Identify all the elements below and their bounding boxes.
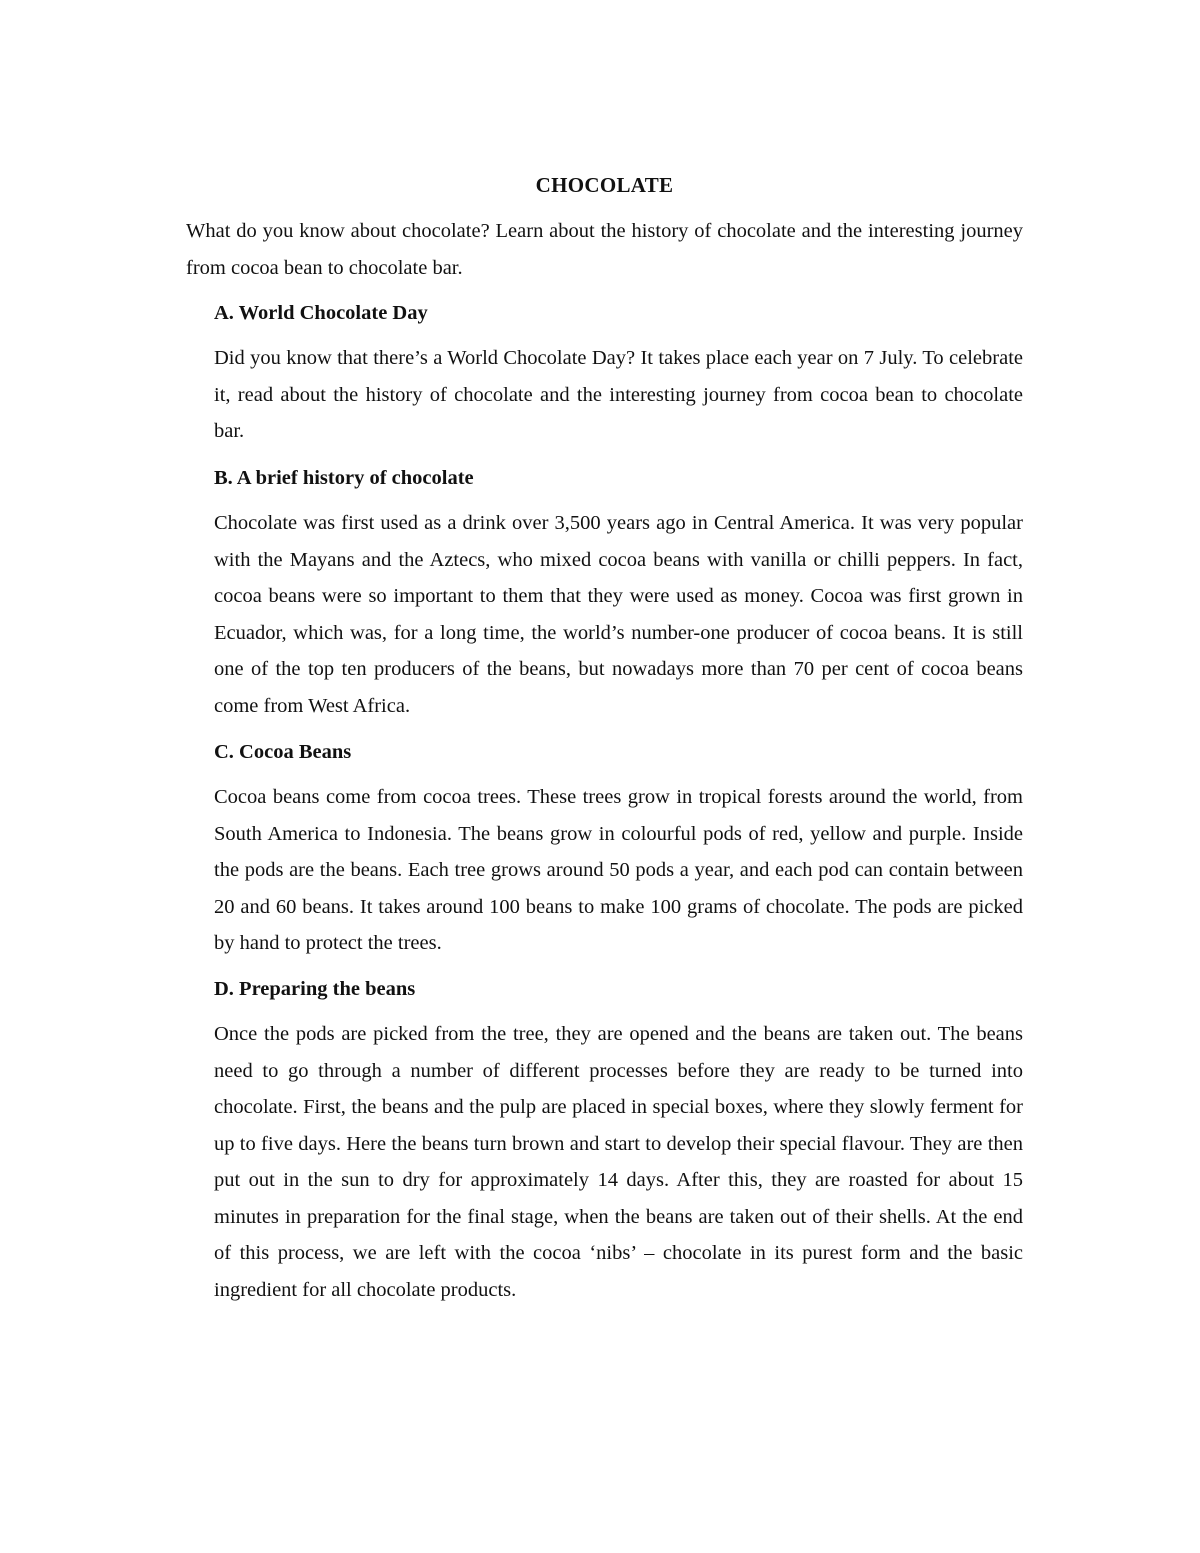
section-body-preparing-beans: Once the pods are picked from the tree, they are opened and the beans are taken out. The beans need to go through a number of different processes before they are ready to be turned into chocolate. First, the beans and the pulp are placed in special boxes, where they slowly ferment for up to five days. Here the beans turn brown and start to develop their special flavour. They are then put out in the sun to dry for approximately 14 days. After this, they are roasted for about 15 minutes in preparation for the final stage, when the beans are taken out of their shells. At the end of this process, we are left with the cocoa ‘nibs’ – chocolate in its purest form and the basic ingredient for all chocolate products. xyxy=(214,1023,1023,1301)
section-heading-preparing-beans: D. Preparing the beans xyxy=(214,978,416,1000)
section-heading-cocoa-beans: C. Cocoa Beans xyxy=(214,741,352,763)
section-body-brief-history: Chocolate was first used as a drink over 3,500 years ago in Central America. It was very popular with the Mayans and the Aztecs, who mixed cocoa beans with vanilla or chilli peppers. In fact, cocoa beans were so important to them that they were used as money. Cocoa was first grown in Ecuador, which was, for a long time, the world’s number-one producer of cocoa beans. It is still one of the top ten producers of the beans, but nowadays more than 70 per cent of cocoa beans come from West Africa. xyxy=(214,512,1023,717)
section-heading-brief-history: B. A brief history of chocolate xyxy=(214,467,474,489)
section-heading-world-chocolate-day: A. World Chocolate Day xyxy=(214,302,428,324)
section-body-cocoa-beans: Cocoa beans come from cocoa trees. These trees grow in tropical forests around the world, from South America to Indonesia. The beans grow in colourful pods of red, yellow and purple. Inside the pods are the beans. Each tree grows around 50 pods a year, and each pod can contain between 20 and 60 beans. It takes around 100 beans to make 100 grams of chocolate. The pods are picked by hand to protect the trees. xyxy=(214,786,1023,954)
intro-paragraph: What do you know about chocolate? Learn about the history of chocolate and the interesting journey from cocoa bean to chocolate bar. xyxy=(186,220,1023,279)
document-title: CHOCOLATE xyxy=(535,173,674,197)
section-body-world-chocolate-day: Did you know that there’s a World Chocolate Day? It takes place each year on 7 July. To celebrate it, read about the history of chocolate and the interesting journey from cocoa bean to chocolate bar. xyxy=(214,347,1023,442)
